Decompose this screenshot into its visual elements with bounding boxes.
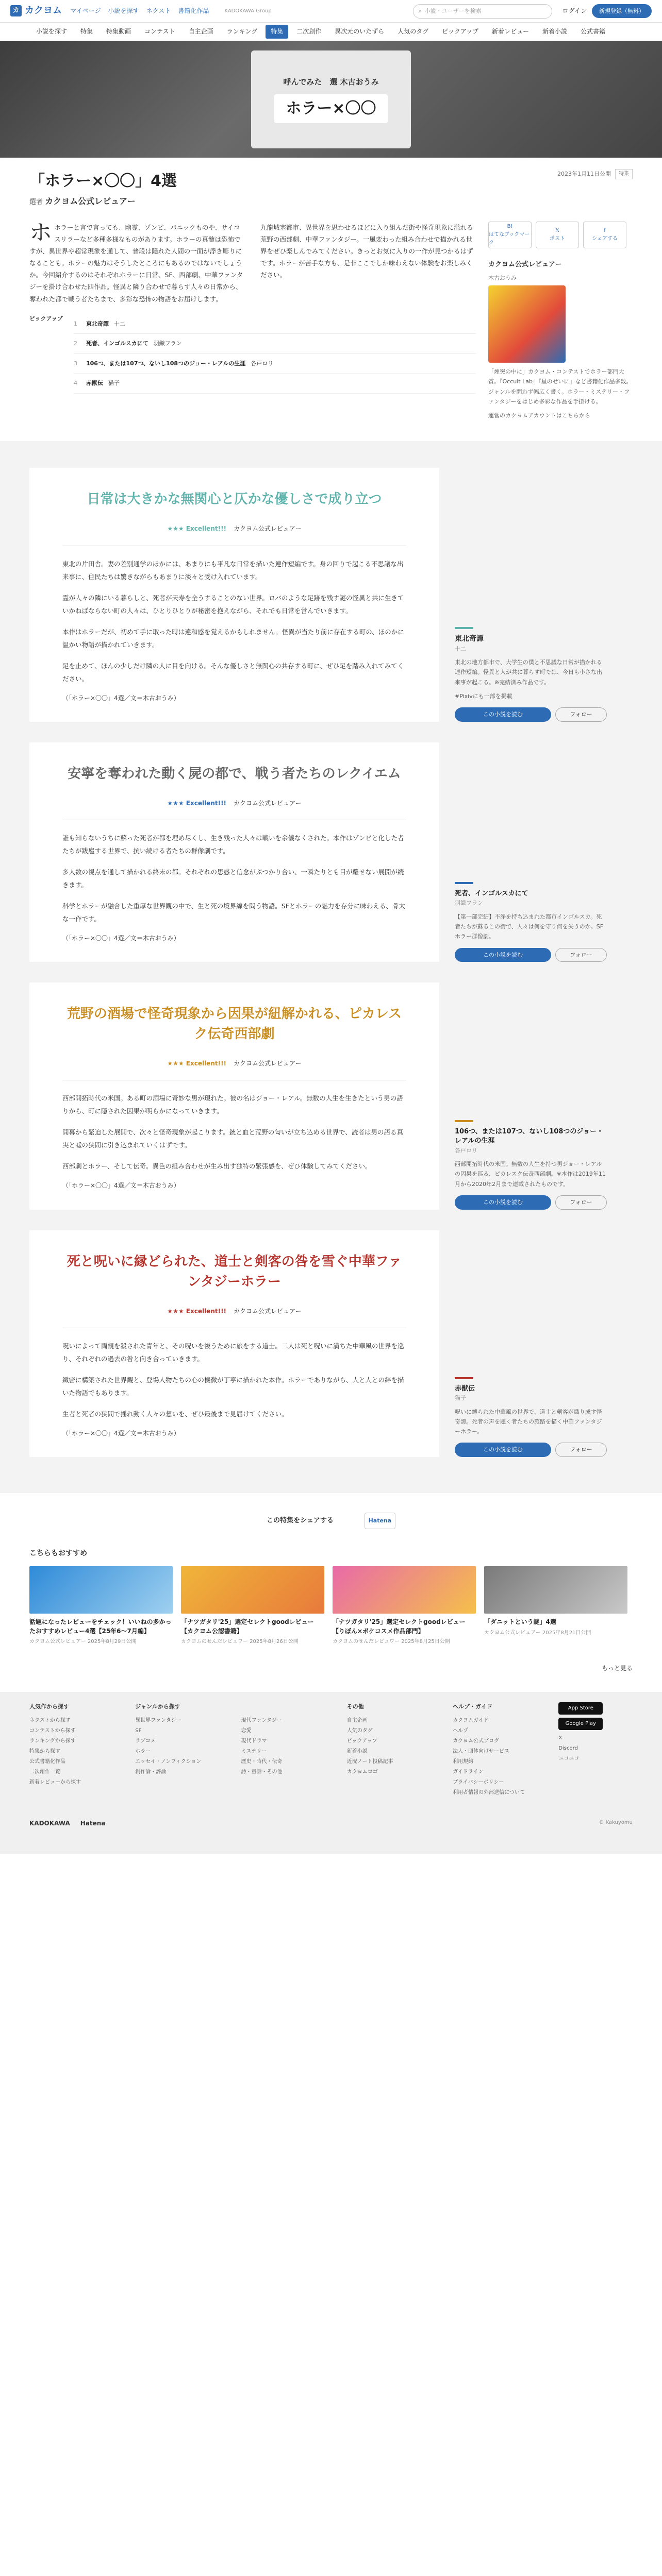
facebook-share-button[interactable]: f シェアする (583, 222, 626, 248)
footer-link[interactable]: 利用者情報の外部送信について (453, 1789, 525, 1795)
search-input[interactable]: ⌕ 小説・ユーザーを検索 (413, 4, 552, 19)
subnav-fanfic[interactable]: 二次創作 (296, 27, 322, 35)
review-signature: （「ホラー×〇〇」4選／文＝木古おうみ） (62, 694, 180, 702)
author-link[interactable]: カクヨム公式レビュアー (45, 196, 136, 206)
footer-link[interactable]: カクヨム公式ブログ (453, 1738, 500, 1744)
footer-link[interactable]: 詩・童話・その他 (241, 1769, 283, 1775)
footer-link[interactable]: ホラー (135, 1748, 151, 1754)
follow-button[interactable]: フォロー (555, 1443, 607, 1457)
recommend-card[interactable]: 「ナツガタリ'25」選定セレクトgoodレビュー【りぼん×ポケコスメ作品部門】 カクヨムのせんだレビュワー 2025年8月25日公開 (333, 1566, 476, 1646)
work-card (455, 882, 607, 962)
share-feature (0, 1493, 662, 1548)
recommend-card[interactable]: 「ダニットという謎」4選 カクヨム公式レビュアー 2025年8月21日公開 (484, 1566, 627, 1646)
profile-heading: カクヨム公式レビュアー (488, 260, 562, 268)
footer-link[interactable]: カクヨムガイド (453, 1717, 489, 1723)
work-tags: #Pixivにも一部を掲載 (455, 692, 512, 700)
subnav-feature-active[interactable]: 特集 (266, 25, 288, 39)
review-paragraph: 西部開拓時代の米国。ある町の酒場に奇妙な男が現れた。彼の名はジョー・レアル。無数の人生を生きたという男の語りから、町に隠された因果が明らかになっていきます。 (62, 1094, 403, 1115)
footer-link[interactable]: ガイドライン (453, 1769, 484, 1775)
work-desc: 西部開拓時代の米国。無数の人生を持つ男ジョー・レアルの因果を巡る、ピカレスク伝奇西部劇。※本作は2019年11月から2020年2月まで連載されたものです。 (455, 1161, 606, 1188)
footer: 人気作から探す ネクストから探す コンテストから探す ランキングから探す 特集から探す 公式書籍化作品 二次創作一覧 新着レビューから探す ジャンルから探す 異世界ファンタジー SF ラブコメ ホラー エッセイ・ノンフィクション 創作論・評論 現代ファンタジー 恋愛 現代ドラマ ミステリー 歴史・時代・伝奇 詩・童話・その他 その他 自主企画 人気のタグ ピックアップ 新着小説 近況ノート投稿記事 カクヨムロゴ ヘルプ・ガイド カクヨムガイド ヘルプ カクヨム公式ブログ 法人・団体向けサービス 利用規約 ガイドライン プライバシーポリシー 利用者情報の外部送信について App Store Google Play X Discord ニコニコ KADOKAWA Hatena © Kakuyomu (0, 1692, 662, 1854)
follow-button[interactable]: フォロー (555, 1195, 607, 1210)
follow-button[interactable]: フォロー (555, 948, 607, 962)
facebook-icon: f (604, 227, 606, 233)
pickup-item[interactable]: 3 106つ、または107つ、ないし108つのジョー・レアルの生涯 各戸ロリ (74, 354, 476, 374)
banner-caption: 呼んでみた 選 木古おうみ (283, 77, 379, 87)
work-desc: 【第一部完結】不浄を持ち込まれた都市インゴルスカ。死者たちが蘇るこの街で、人々は何を守り何を失うのか。SFホラー群像劇。 (455, 913, 604, 940)
page-title: 「ホラー×〇〇」4選 (29, 172, 177, 190)
nav-next[interactable]: ネクスト (146, 7, 171, 14)
review-paragraph: 誰も知らないうちに蘇った死者が都を埋め尽くし、生き残った人々は戦いを余儀なくされた。本作はゾンビと化した者たちが跋扈する世界で、抗い続ける者たちの群像劇です。 (62, 834, 404, 855)
recommend-image (181, 1566, 324, 1614)
top-header (0, 0, 662, 23)
profile-name[interactable]: 木古おうみ (488, 274, 517, 281)
footer-link[interactable]: 現代ドラマ (241, 1738, 267, 1744)
hatena-share-button[interactable]: B! はてなブックマーク (488, 222, 532, 248)
x-icon: 𝕏 (555, 227, 560, 233)
profile-desc: 「煙突の中に」カクヨム・コンテストでホラー部門大賞。『Occult Lab』『星のせいに』など書籍化作品多数。ジャンルを問わず幅広く書く。ホラー・ミステリー・ファンタジーをはじめ多彩な作品を手掛ける。 (488, 368, 632, 405)
review-paragraph: 多人数の視点を通して描かれる終末の都。それぞれの思惑と信念がぶつかり合い、一瞬たりとも目が離せない展開が続きます。 (62, 868, 404, 889)
subnav-feature[interactable]: 特集 (80, 27, 93, 35)
kakuyomu-logo[interactable]: カ カクヨム (10, 4, 62, 19)
subnav-tags[interactable]: 人気のタグ (398, 27, 429, 35)
feature-banner (0, 41, 662, 158)
review-signature: （「ホラー×〇〇」4選／文＝木古おうみ） (62, 1429, 180, 1437)
review-row (29, 742, 633, 962)
read-work-button[interactable]: この小説を読む (455, 707, 551, 722)
review-title: 荒野の酒場で怪奇現象から因果が紐解かれる、ピカレスク伝奇西部劇 (67, 1006, 402, 1042)
read-work-button[interactable]: この小説を読む (455, 1195, 551, 1210)
pickup-item[interactable]: 4 赤獣伝 猫子 (74, 374, 476, 394)
work-title[interactable]: 106つ、または107つ、ないし108つのジョー・レアルの生涯 (455, 1128, 604, 1145)
intro-text-2: 九龍城塞都市、異世界を思わせるほどに入り組んだ街や怪奇現象に溢れる荒野の西部劇、中華ファンタジー。一風変わった組み合わせで描かれる世界をぜひ楽しんでみてください。きっとお気に入りの一作が見つかるはずです。ホラーが苦手な方も、是非ここでしか味わえない体験をお楽しみください。 (260, 223, 473, 279)
banner-card (251, 50, 411, 148)
footer-link[interactable]: カクヨムロゴ (346, 1769, 378, 1775)
review-paragraph: 緻密に構築された世界観と、登場人物たちの心の機微が丁寧に描かれた本作。ホラーでありながら、人と人との絆を描いた物語でもあります。 (62, 1376, 404, 1397)
register-button[interactable]: 新規登録（無料） (592, 4, 652, 19)
review-label: ★★★ Excellent!!! カクヨム公式レビュアー (167, 1307, 302, 1315)
footer-link[interactable]: 新着小説 (346, 1748, 368, 1754)
reviews-area (0, 441, 662, 1493)
review-title: 死と呪いに縁どられた、道士と剣客の咎を雪ぐ中華ファンタジーホラー (67, 1253, 402, 1290)
review-paragraph: 東北の片田舎。妻の差別通学のほかには、あまりにも平凡な日常を描いた連作短編です。身の回りで起こる不思議な出来事に、住民たちは驚きながらもあまりに淡々と受け入れています。 (62, 560, 404, 581)
official-account-link[interactable]: 運営のカクヨムアカウントはこちらから (488, 412, 590, 419)
review-label: ★★★ Excellent!!! カクヨム公式レビュアー (167, 799, 302, 807)
review-signature: （「ホラー×〇〇」4選／文＝木古おうみ） (62, 935, 180, 942)
app-store-badge[interactable]: App Store (558, 1702, 603, 1715)
review-card (29, 982, 439, 1209)
kadokawa-logo[interactable]: KADOKAWA (29, 1819, 70, 1827)
pickup-section: ピックアップ 1 東北奇譚 十二 2 死者、インゴルスカにて 羽織フラン 3 106つ、または107つ、ないし108つのジョー・レアルの生涯 各戸ロリ 4 赤獣伝 猫子 (29, 314, 476, 394)
footer-link[interactable]: 新着レビューから探す (29, 1779, 81, 1785)
footer-link[interactable]: 法人・団体向けサービス (453, 1748, 510, 1754)
review-card (29, 742, 439, 962)
review-row (29, 982, 633, 1209)
subnav-find[interactable]: 小説を探す (36, 27, 68, 35)
google-play-badge[interactable]: Google Play (558, 1718, 603, 1730)
work-card (455, 627, 607, 722)
review-title: 安寧を奪われた動く屍の都で、戦う者たちのレクイエム (68, 766, 401, 782)
read-work-button[interactable]: この小説を読む (455, 1443, 551, 1457)
subnav-ranking[interactable]: ランキング (226, 27, 258, 35)
banner-title: ホラー×〇〇 (274, 94, 387, 123)
subnav-contest[interactable]: コンテスト (144, 27, 175, 35)
nav-books[interactable]: 書籍化作品 (178, 7, 209, 14)
subnav-official[interactable]: 公式書籍 (581, 27, 606, 35)
x-link[interactable]: X (558, 1735, 562, 1741)
discord-link[interactable]: Discord (558, 1745, 578, 1752)
recommend-image (29, 1566, 173, 1614)
niconico-link[interactable]: ニコニコ (558, 1756, 580, 1762)
share-buttons (488, 222, 633, 248)
footer-link[interactable]: 二次創作一覧 (29, 1769, 60, 1775)
subnav-pickup[interactable]: ピックアップ (442, 27, 478, 35)
recommend-image (333, 1566, 476, 1614)
review-label: ★★★ Excellent!!! カクヨム公式レビュアー (167, 1060, 302, 1067)
recommend-heading: こちらもおすすめ (29, 1549, 88, 1557)
review-row (29, 468, 633, 721)
footer-link[interactable]: ランキングから探す (29, 1738, 76, 1744)
dropcap: ホ (29, 219, 52, 246)
recommend-image (484, 1566, 627, 1614)
review-title: 日常は大きかな無関心と仄かな優しさで成り立つ (87, 492, 382, 507)
footer-link[interactable]: 自主企画 (346, 1717, 368, 1723)
footer-link[interactable]: 公式書籍化作品 (29, 1758, 65, 1765)
footer-link[interactable]: 異世界ファンタジー (135, 1717, 181, 1723)
pickup-item[interactable]: 1 東北奇譚 十二 (74, 314, 476, 334)
subnav-project[interactable]: 自主企画 (188, 27, 213, 35)
subnav-new[interactable]: 新着小説 (542, 27, 568, 35)
work-desc: 東北の地方都市で、大学生の僕と不思議な日常が描かれる連作短編。怪異と人が共に暮らす町では、今日も小さな出来事が起こる。※完結済み作品です。 (455, 659, 602, 686)
footer-link[interactable]: コンテストから探す (29, 1727, 76, 1734)
x-share-button[interactable]: 𝕏 ポスト (536, 222, 579, 248)
work-title[interactable]: 東北奇譚 (455, 635, 484, 643)
footer-link[interactable]: 近況ノート投稿記事 (346, 1758, 393, 1765)
subnav-other[interactable]: 異次元のいたずら (335, 27, 385, 35)
more-link[interactable]: もっと見る (601, 1665, 633, 1672)
footer-link[interactable]: 創作論・評論 (135, 1769, 167, 1775)
recommend-card[interactable]: 「ナツガタリ'25」選定セレクトgoodレビュー【カクヨム公認書籍】 カクヨムのせんだレビュワー 2025年8月26日公開 (181, 1566, 324, 1646)
article-author: 選者 カクヨム公式レビュアー (29, 196, 136, 206)
feature-tag[interactable]: 特集 (615, 169, 633, 179)
review-paragraph: 霊が人々の隣にいる暮らしと、死者が天寿を全うすることのない世界。ロバのような足跡を残す謎の怪異と共に生きていかねばならない町の人々は、ひとりひとりが秘密を抱えながら、それでも日常を営んでいきます。 (62, 594, 404, 615)
share-label: この特集をシェアする (267, 1516, 334, 1524)
footer-link[interactable]: プライバシーポリシー (453, 1779, 504, 1785)
hatena-logo[interactable]: Hatena (80, 1819, 106, 1827)
publish-date: 2023年1月11日公開 (557, 171, 611, 178)
avatar[interactable] (488, 285, 566, 363)
review-card (29, 468, 439, 721)
review-paragraph: 開幕から緊迫した展開で、次々と怪奇現象が起こります。銃と血と荒野の匂いが立ち込める世界で、読者は男の語る真実と嘘の狭間に引き込まれていくはずです。 (62, 1128, 404, 1149)
work-author[interactable]: 羽織フラン (455, 900, 483, 907)
review-paragraph: 科学とホラーが融合した重厚な世界観の中で、生と死の境界線を問う物語。SFとホラーの魅力を存分に味わえる、骨太な一作です。 (62, 902, 405, 923)
nav-mypage[interactable]: マイページ (70, 7, 101, 14)
review-paragraph: 生者と死者の狭間で揺れ動く人々の想いを、ぜひ最後まで見届けてください。 (62, 1410, 288, 1418)
footer-link[interactable]: ミステリー (241, 1748, 267, 1754)
review-signature: （「ホラー×〇〇」4選／文＝木古おうみ） (62, 1182, 180, 1190)
login-link[interactable]: ログイン (562, 7, 587, 14)
footer-link[interactable]: エッセイ・ノンフィクション (135, 1758, 202, 1765)
review-card (29, 1230, 439, 1457)
read-work-button[interactable]: この小説を読む (455, 948, 551, 962)
footer-link[interactable]: 利用規約 (453, 1758, 474, 1765)
footer-link[interactable]: 特集から探す (29, 1748, 60, 1754)
work-card (455, 1377, 607, 1457)
footer-link[interactable]: SF (135, 1727, 142, 1734)
header-nav (70, 6, 209, 16)
hatena-share-button[interactable]: Hatena (365, 1513, 395, 1529)
review-row (29, 1230, 633, 1457)
footer-link[interactable]: 人気のタグ (346, 1727, 373, 1734)
pickup-item[interactable]: 2 死者、インゴルスカにて 羽織フラン (74, 334, 476, 354)
recommend-card[interactable]: 話題になったレビューをチェック！いいねの多かったおすすめレビュー4選【25年6〜7月編】 カクヨム公式レビュアー 2025年8月29日公開 (29, 1566, 173, 1646)
work-author[interactable]: 十二 (455, 645, 466, 652)
work-card (455, 1120, 607, 1209)
footer-link[interactable]: ヘルプ (453, 1727, 469, 1734)
review-label: ★★★ Excellent!!! カクヨム公式レビュアー (167, 525, 302, 533)
footer-link[interactable]: ネクストから探す (29, 1717, 71, 1723)
subnav-video[interactable]: 特集動画 (106, 27, 131, 35)
footer-link[interactable]: 現代ファンタジー (241, 1717, 282, 1723)
review-paragraph: 呪いによって両親を殺された青年と、その呪いを祓うために旅をする道士。二人は死と呪いに満ちた中華風の世界を巡り、それぞれの過去の咎と向き合っていきます。 (62, 1342, 404, 1363)
article-meta (557, 169, 633, 179)
work-desc: 呪いに縛られた中華風の世界で、道士と剣客が織り成す怪奇譚。死者の声を聴く者たちの旅路を描く中華ファンタジーホラー。 (455, 1408, 602, 1435)
intro-text-1: ホホラーと言で言っても、幽霊、ゾンビ、パニックものや、サイコスリラーなど多種多様なものがあります。ホラーの真髄は恐怖ですが、異世界や超常現象を通して、普段は隠れた人間の一面が浮き彫りになることも。ホラーの魅力はそうしたところにもあるのではないでしょうか。今回紹介するのはそれぞれホラーに日常、SF、西部劇、中華ファンタジーを掛け合わせた四作品。怪異と隣り合わせで暮らす人々の日常から、奪われた都で戦う者たちまで、多彩な恐怖の物語をお届けします。 (29, 219, 243, 303)
nav-find[interactable]: 小説を探す (108, 7, 139, 14)
logo-icon: カ (10, 5, 22, 16)
copyright: © Kakuyomu (599, 1819, 633, 1825)
search-icon: ⌕ (418, 7, 422, 14)
footer-link[interactable]: ラブコメ (135, 1738, 156, 1744)
follow-button[interactable]: フォロー (555, 707, 607, 722)
category-nav (0, 23, 662, 41)
footer-link[interactable]: 恋愛 (241, 1727, 252, 1734)
footer-link[interactable]: 歴史・時代・伝奇 (241, 1758, 283, 1765)
review-paragraph: 本作はホラーだが、初めて手に取った時は違和感を覚えるかもしれません。怪異が当たり前に存在する町の、ほのかに温かい物語が描かれていきます。 (62, 628, 404, 649)
work-title[interactable]: 赤獣伝 (455, 1384, 475, 1393)
group-label: KADOKAWA Group (224, 8, 272, 14)
work-author[interactable]: 猫子 (455, 1395, 466, 1401)
footer-link[interactable]: ピックアップ (346, 1738, 377, 1744)
work-author[interactable]: 各戸ロリ (455, 1147, 477, 1154)
hatena-icon: B! (507, 223, 513, 229)
review-paragraph: 西部劇とホラー、そして伝奇。異色の組み合わせが生み出す独特の緊張感を、ぜひ体験してみてください。 (62, 1162, 372, 1171)
work-title[interactable]: 死者、インゴルスカにて (455, 890, 528, 898)
review-paragraph: 足を止めて、ほんの少しだけ隣の人に目を向ける。そんな優しさと無関心の共存する町に、ぜひ足を踏み入れてみてください。 (62, 662, 404, 683)
recommend-section (29, 1548, 633, 1673)
subnav-reviews[interactable]: 新着レビュー (491, 27, 529, 35)
